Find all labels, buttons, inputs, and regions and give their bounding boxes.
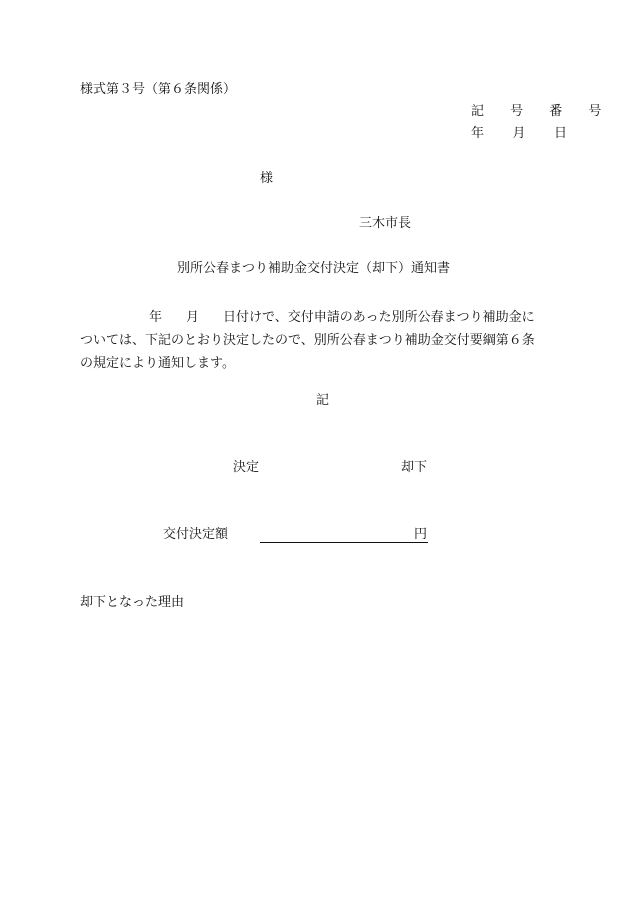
- amount-label: 交付決定額: [163, 527, 229, 542]
- amount-unit: 円: [414, 527, 428, 542]
- body-line-1: [80, 306, 570, 329]
- date-month: 月: [512, 126, 526, 141]
- rejection-reason-label: 却下となった理由: [80, 595, 185, 610]
- body-line-2: ついては、下記のとおり決定したので、別所公春まつり補助金交付要綱第６条: [80, 333, 535, 348]
- addressee-suffix: 様: [260, 171, 274, 186]
- decision-approve: 決定: [233, 460, 260, 475]
- issue-date: [471, 127, 567, 140]
- body-line-1-text: 日付けで、交付申請のあった別所公春まつり補助金に: [223, 310, 535, 325]
- decision-reject: 却下: [401, 460, 428, 475]
- date-day: 日: [553, 126, 567, 141]
- amount-underline: [260, 542, 428, 543]
- body-year: 年: [149, 310, 163, 325]
- document-title: 別所公春まつり補助金交付決定（却下）通知書: [177, 261, 451, 276]
- document-number-label: 記 号 番 号: [471, 104, 613, 119]
- ki-heading: 記: [316, 393, 330, 408]
- body-paragraph: [80, 306, 570, 375]
- date-year: 年: [471, 126, 485, 141]
- body-line-3: の規定により通知します。: [80, 356, 235, 371]
- body-month: 月: [186, 310, 200, 325]
- form-number: 様式第３号（第６条関係）: [80, 82, 237, 97]
- sender-name: 三木市長: [359, 216, 412, 231]
